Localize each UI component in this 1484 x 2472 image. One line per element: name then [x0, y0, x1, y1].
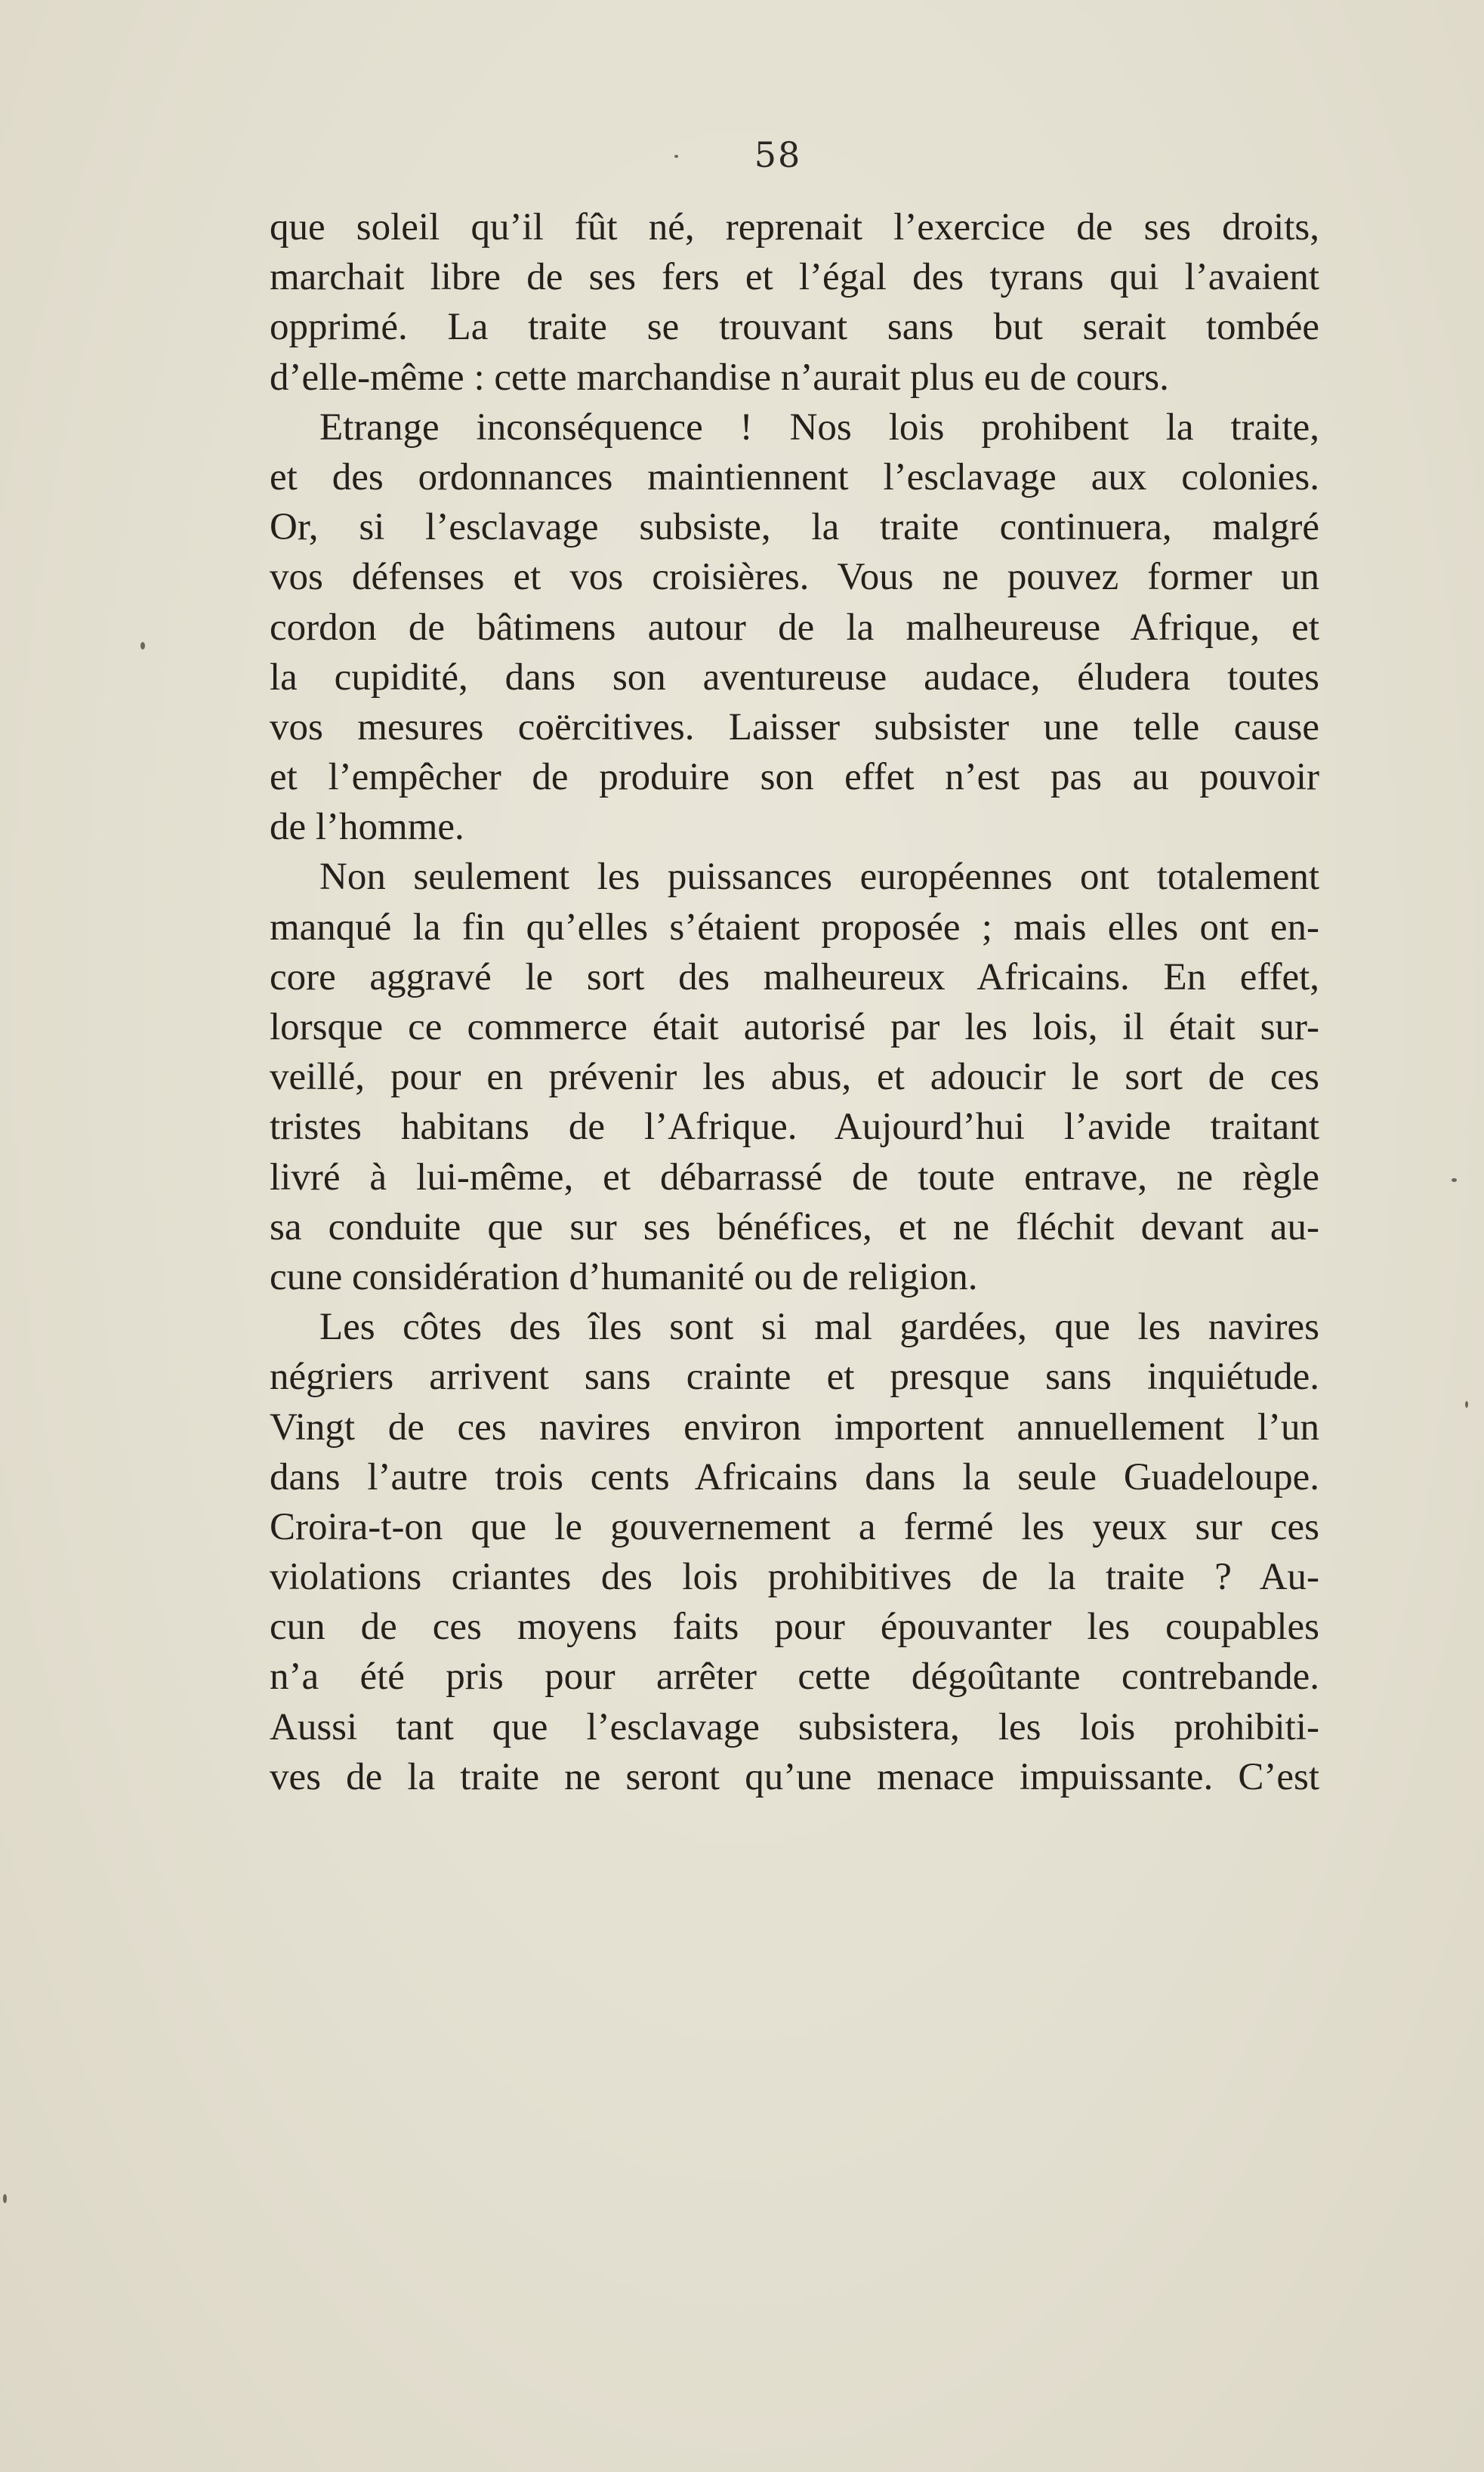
text-line: n’a été pris pour arrêter cette dégoûtante contrebande.: [270, 1656, 1319, 1699]
text-line: livré à lui-même, et débarrassé de toute entrave, ne règle: [270, 1156, 1319, 1199]
text-line: la cupidité, dans son aventureuse audace, éludera toutes: [270, 656, 1319, 699]
text-line: Vingt de ces navires environ importent annuellement l’un: [270, 1406, 1319, 1449]
paper-speck: [1465, 1401, 1468, 1408]
text-line: Non seulement les puissances européennes ont totalement: [319, 856, 1319, 899]
paper-speck: [1452, 1178, 1457, 1182]
text-line: opprimé. La traite se trouvant sans but serait tombée: [270, 306, 1319, 349]
text-line: vos défenses et vos croisières. Vous ne pouvez former un: [270, 556, 1319, 599]
text-line: cordon de bâtimens autour de la malheureuse Afrique, et: [270, 606, 1319, 649]
text-line: veillé, pour en prévenir les abus, et adoucir le sort de ces: [270, 1056, 1319, 1099]
text-line: et l’empêcher de produire son effet n’est pas au pouvoir: [270, 756, 1319, 799]
text-line: lorsque ce commerce était autorisé par les lois, il était sur-: [270, 1006, 1319, 1048]
text-line: Aussi tant que l’esclavage subsistera, les lois prohibiti-: [270, 1705, 1319, 1748]
text-line: Les côtes des îles sont si mal gardées, que les navires: [319, 1306, 1319, 1349]
text-line: et des ordonnances maintiennent l’esclavage aux colonies.: [270, 455, 1319, 498]
paper-speck: [3, 2194, 7, 2203]
text-line: violations criantes des lois prohibitives de la traite ? Au-: [270, 1556, 1319, 1599]
text-line: que soleil qu’il fût né, reprenait l’exercice de ses droits,: [270, 206, 1319, 248]
body-text: [270, 202, 1319, 1802]
text-line: ves de la traite ne seront qu’une menace impuissante. C’est: [270, 1755, 1319, 1798]
text-line: Or, si l’esclavage subsiste, la traite continuera, malgré: [270, 506, 1319, 549]
text-line: sa conduite que sur ses bénéfices, et ne fléchit devant au-: [270, 1205, 1319, 1248]
text-line: cun de ces moyens faits pour épouvanter les coupables: [270, 1606, 1319, 1649]
text-line: vos mesures coërcitives. Laisser subsister une telle cause: [270, 705, 1319, 748]
text-line: tristes habitans de l’Afrique. Aujourd’hui l’avide traitant: [270, 1106, 1319, 1149]
text-line: d’elle-même : cette marchandise n’aurait plus eu de cours.: [270, 356, 1169, 399]
text-line: Croira-t-on que le gouvernement a fermé les yeux sur ces: [270, 1505, 1319, 1548]
paper-speck: [674, 155, 678, 158]
text-line: Etrange inconséquence ! Nos lois prohibent la traite,: [319, 406, 1319, 449]
text-line: négriers arrivent sans crainte et presque sans inquiétude.: [270, 1356, 1319, 1399]
text-line: core aggravé le sort des malheureux Africains. En effet,: [270, 955, 1319, 998]
paper-speck: [140, 642, 145, 650]
text-line: cune considération d’humanité ou de religion.: [270, 1255, 978, 1298]
text-line: dans l’autre trois cents Africains dans la seule Guadeloupe.: [270, 1455, 1319, 1498]
text-line: marchait libre de ses fers et l’égal des tyrans qui l’avaient: [270, 256, 1319, 299]
text-line: de l’homme.: [270, 806, 464, 849]
text-line: manqué la fin qu’elles s’étaient proposée ; mais elles ont en-: [270, 906, 1319, 949]
page-number: 58: [754, 134, 802, 175]
